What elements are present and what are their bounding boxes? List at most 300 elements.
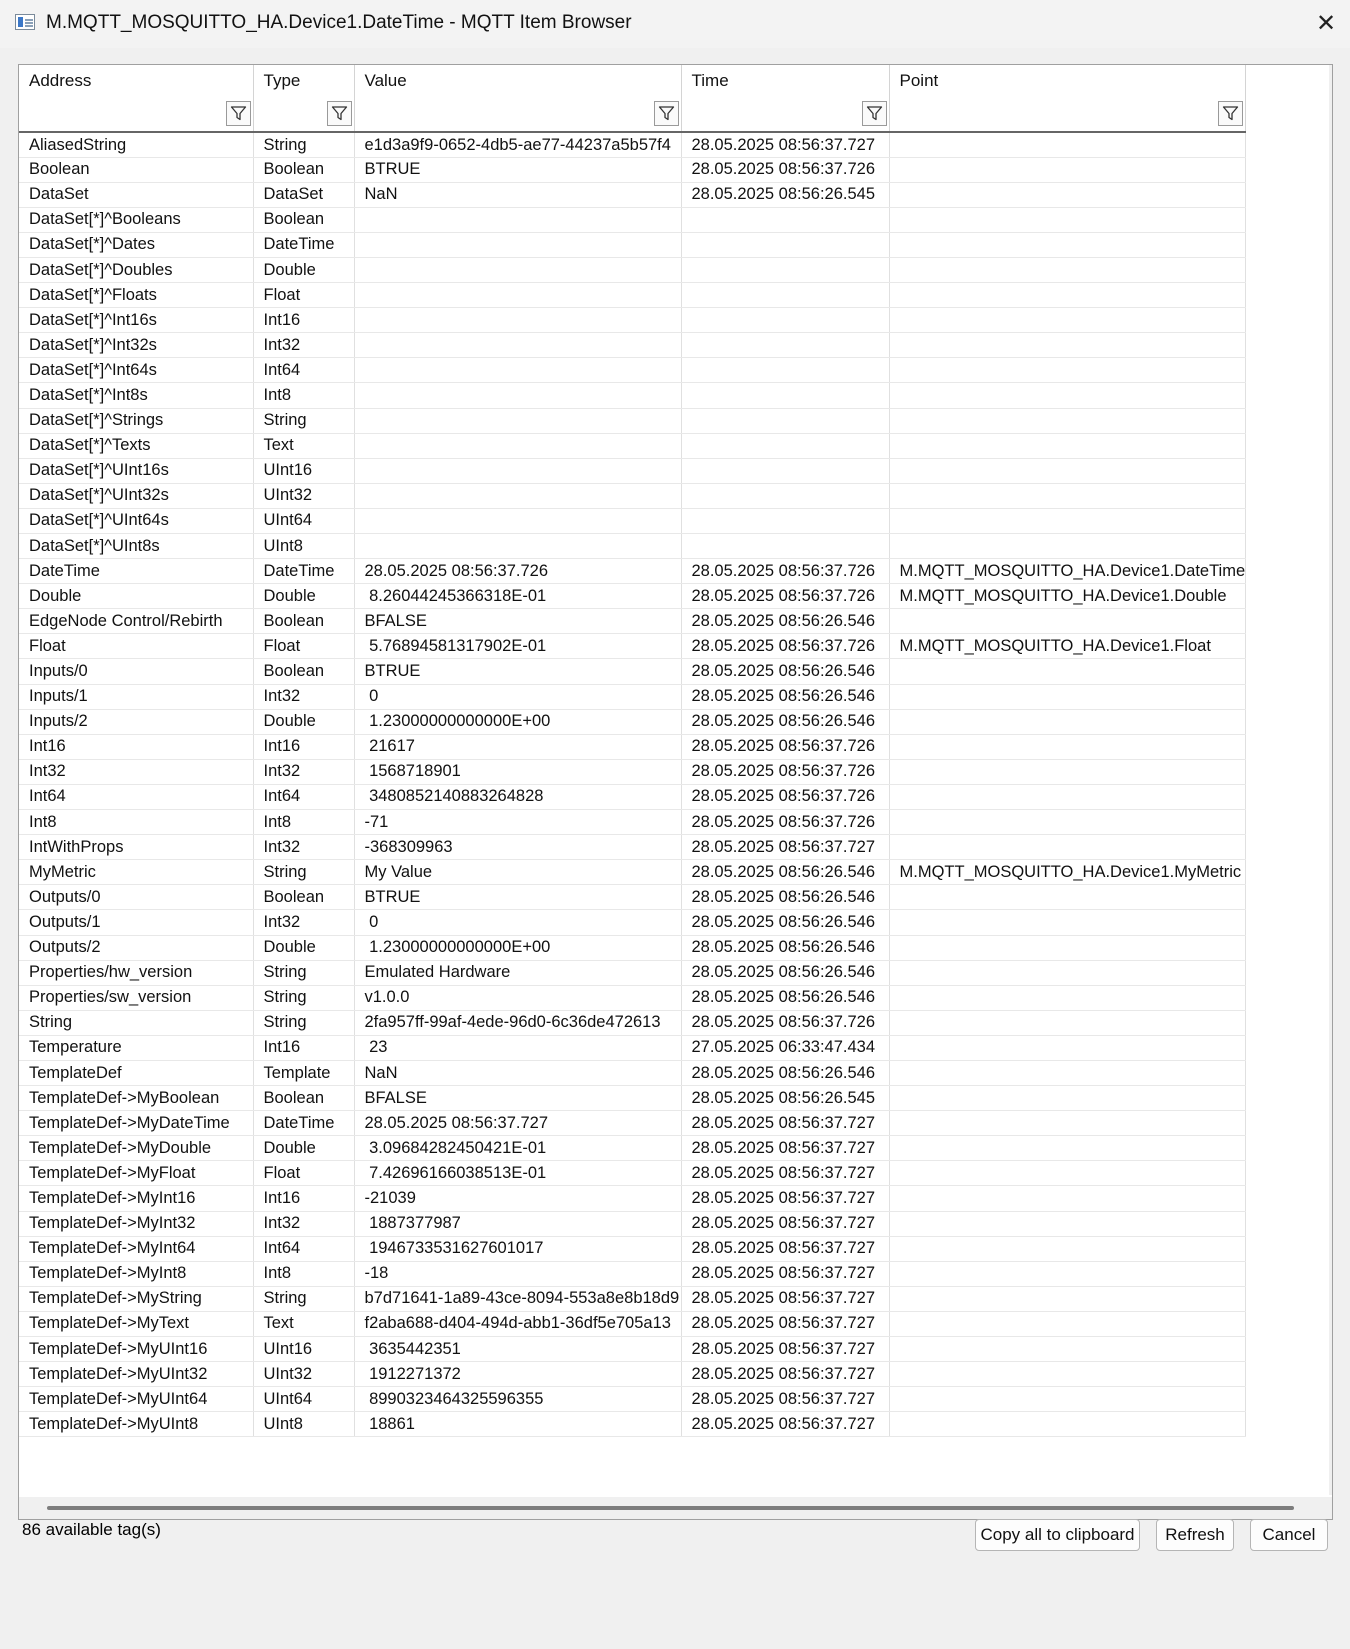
- cell-point: [889, 132, 1246, 157]
- cell-type: Double: [253, 1136, 354, 1161]
- cell-value: b7d71641-1a89-43ce-8094-553a8e8b18d9: [354, 1286, 681, 1311]
- cell-value: Emulated Hardware: [354, 960, 681, 985]
- cell-time: 28.05.2025 08:56:26.546: [681, 684, 889, 709]
- column-header-value[interactable]: [354, 65, 681, 132]
- cell-time: 28.05.2025 08:56:37.727: [681, 1362, 889, 1387]
- table-row[interactable]: [19, 1111, 1246, 1136]
- cell-address: Outputs/2: [19, 935, 253, 960]
- cell-point: [889, 534, 1246, 559]
- cell-type: DateTime: [253, 232, 354, 257]
- table-row[interactable]: [19, 885, 1246, 910]
- cell-value: 28.05.2025 08:56:37.726: [354, 559, 681, 584]
- table-row[interactable]: [19, 157, 1246, 182]
- table-row[interactable]: [19, 1186, 1246, 1211]
- table-row[interactable]: [19, 684, 1246, 709]
- cell-value: 3.09684282450421E-01: [354, 1136, 681, 1161]
- cell-point: [889, 182, 1246, 207]
- cell-type: Boolean: [253, 1086, 354, 1111]
- cell-type: Double: [253, 709, 354, 734]
- cell-time: 28.05.2025 08:56:26.545: [681, 1086, 889, 1111]
- cell-address: DateTime: [19, 559, 253, 584]
- cell-value: BFALSE: [354, 1086, 681, 1111]
- cell-value: 1912271372: [354, 1362, 681, 1387]
- cell-point: [889, 1136, 1246, 1161]
- cell-type: Int8: [253, 810, 354, 835]
- table-row[interactable]: [19, 935, 1246, 960]
- cell-value: 1.23000000000000E+00: [354, 709, 681, 734]
- cell-address: TemplateDef->MyUInt32: [19, 1362, 253, 1387]
- filter-icon[interactable]: [1218, 101, 1243, 126]
- cell-type: UInt16: [253, 458, 354, 483]
- cell-point: [889, 1261, 1246, 1286]
- cell-address: DataSet[*]^Int32s: [19, 333, 253, 358]
- table-row[interactable]: [19, 383, 1246, 408]
- close-icon[interactable]: ✕: [1315, 10, 1337, 37]
- cell-address: String: [19, 1010, 253, 1035]
- cell-time: [681, 333, 889, 358]
- table-row[interactable]: [19, 1412, 1246, 1437]
- cell-value: 1887377987: [354, 1211, 681, 1236]
- cell-time: [681, 433, 889, 458]
- cell-value: [354, 358, 681, 383]
- cell-point: [889, 1186, 1246, 1211]
- table-row[interactable]: [19, 333, 1246, 358]
- table-row[interactable]: [19, 232, 1246, 257]
- table-row[interactable]: [19, 458, 1246, 483]
- cell-value: NaN: [354, 182, 681, 207]
- column-header-label: Type: [263, 71, 301, 90]
- cell-time: 28.05.2025 08:56:37.727: [681, 1337, 889, 1362]
- app-window-icon: [15, 14, 35, 30]
- cell-value: 28.05.2025 08:56:37.727: [354, 1111, 681, 1136]
- cell-type: Boolean: [253, 207, 354, 232]
- items-grid: [18, 64, 1333, 1520]
- cell-type: Template: [253, 1060, 354, 1085]
- cell-address: Boolean: [19, 157, 253, 182]
- cell-address: TemplateDef->MyDouble: [19, 1136, 253, 1161]
- cell-time: 28.05.2025 08:56:37.727: [681, 1387, 889, 1412]
- cell-type: UInt64: [253, 1387, 354, 1412]
- cell-address: DataSet[*]^Floats: [19, 283, 253, 308]
- cell-value: 0: [354, 684, 681, 709]
- cell-point: [889, 759, 1246, 784]
- cell-value: -368309963: [354, 835, 681, 860]
- table-row[interactable]: [19, 609, 1246, 634]
- cell-address: DataSet[*]^Booleans: [19, 207, 253, 232]
- cell-point: [889, 835, 1246, 860]
- table-row[interactable]: [19, 1311, 1246, 1336]
- cell-point: M.MQTT_MOSQUITTO_HA.Device1.Float: [889, 634, 1246, 659]
- cell-type: Int32: [253, 333, 354, 358]
- table-row[interactable]: [19, 1010, 1246, 1035]
- cell-point: [889, 1035, 1246, 1060]
- cell-point: [889, 985, 1246, 1010]
- cell-time: 28.05.2025 08:56:37.727: [681, 1286, 889, 1311]
- table-row[interactable]: [19, 308, 1246, 333]
- filter-icon[interactable]: [862, 101, 887, 126]
- cell-time: 28.05.2025 08:56:37.727: [681, 1311, 889, 1336]
- cell-type: UInt8: [253, 534, 354, 559]
- cell-address: TemplateDef->MyText: [19, 1311, 253, 1336]
- cell-time: 28.05.2025 08:56:26.546: [681, 985, 889, 1010]
- table-row[interactable]: [19, 1136, 1246, 1161]
- cell-type: DateTime: [253, 1111, 354, 1136]
- cell-type: Int16: [253, 308, 354, 333]
- cell-type: Int64: [253, 1236, 354, 1261]
- table-row[interactable]: [19, 810, 1246, 835]
- cell-address: Inputs/1: [19, 684, 253, 709]
- cell-time: 28.05.2025 08:56:37.727: [681, 1211, 889, 1236]
- column-header-point[interactable]: [889, 65, 1246, 132]
- cell-value: e1d3a9f9-0652-4db5-ae77-44237a5b57f4: [354, 132, 681, 157]
- table-row[interactable]: [19, 659, 1246, 684]
- cell-address: DataSet[*]^Doubles: [19, 257, 253, 282]
- cell-address: EdgeNode Control/Rebirth: [19, 609, 253, 634]
- cell-type: UInt32: [253, 483, 354, 508]
- cell-time: [681, 383, 889, 408]
- cell-type: String: [253, 985, 354, 1010]
- cell-time: [681, 508, 889, 533]
- cell-address: Int64: [19, 784, 253, 809]
- cell-type: String: [253, 132, 354, 157]
- cell-type: Int32: [253, 1211, 354, 1236]
- column-header-time[interactable]: [681, 65, 889, 132]
- cell-address: Properties/sw_version: [19, 985, 253, 1010]
- cell-point: [889, 1060, 1246, 1085]
- horizontal-scroll-thumb[interactable]: [47, 1506, 1294, 1510]
- cell-time: 28.05.2025 08:56:37.726: [681, 157, 889, 182]
- table-row[interactable]: [19, 1161, 1246, 1186]
- cell-address: Int32: [19, 759, 253, 784]
- cell-address: DataSet[*]^Strings: [19, 408, 253, 433]
- cell-point: [889, 1211, 1246, 1236]
- column-header-label: Value: [364, 71, 407, 90]
- cell-address: Properties/hw_version: [19, 960, 253, 985]
- cell-type: Float: [253, 1161, 354, 1186]
- cell-address: Int16: [19, 734, 253, 759]
- table-row[interactable]: [19, 985, 1246, 1010]
- cell-type: Int64: [253, 784, 354, 809]
- cell-type: Double: [253, 584, 354, 609]
- cell-address: IntWithProps: [19, 835, 253, 860]
- table-row[interactable]: [19, 1337, 1246, 1362]
- cell-time: [681, 232, 889, 257]
- cell-point: [889, 1161, 1246, 1186]
- cell-time: [681, 358, 889, 383]
- cell-type: UInt8: [253, 1412, 354, 1437]
- cell-point: [889, 659, 1246, 684]
- cell-point: [889, 408, 1246, 433]
- title-bar: [0, 0, 1350, 48]
- cell-point: [889, 1086, 1246, 1111]
- table-row[interactable]: [19, 433, 1246, 458]
- table-row[interactable]: [19, 835, 1246, 860]
- cell-type: Int32: [253, 684, 354, 709]
- cell-value: [354, 508, 681, 533]
- table-row[interactable]: [19, 483, 1246, 508]
- vertical-scrollbar[interactable]: [1329, 65, 1333, 1495]
- cell-address: TemplateDef->MyString: [19, 1286, 253, 1311]
- cell-time: 28.05.2025 08:56:37.726: [681, 584, 889, 609]
- cell-time: 28.05.2025 08:56:37.727: [681, 1261, 889, 1286]
- cell-point: [889, 333, 1246, 358]
- cell-time: [681, 534, 889, 559]
- cell-point: [889, 709, 1246, 734]
- table-row[interactable]: [19, 759, 1246, 784]
- cell-type: Double: [253, 257, 354, 282]
- cell-point: [889, 1362, 1246, 1387]
- cell-value: 0: [354, 910, 681, 935]
- cell-point: M.MQTT_MOSQUITTO_HA.Device1.Double: [889, 584, 1246, 609]
- cell-address: Outputs/1: [19, 910, 253, 935]
- cell-value: BFALSE: [354, 609, 681, 634]
- cell-time: [681, 483, 889, 508]
- cell-address: Temperature: [19, 1035, 253, 1060]
- cell-value: 8990323464325596355: [354, 1387, 681, 1412]
- cell-address: TemplateDef->MyInt32: [19, 1211, 253, 1236]
- cell-type: String: [253, 408, 354, 433]
- cell-type: Boolean: [253, 157, 354, 182]
- cell-address: DataSet[*]^Int8s: [19, 383, 253, 408]
- cell-value: -18: [354, 1261, 681, 1286]
- items-table: [19, 65, 1246, 1437]
- cell-value: 1946733531627601017: [354, 1236, 681, 1261]
- cell-value: 7.42696166038513E-01: [354, 1161, 681, 1186]
- cell-point: [889, 508, 1246, 533]
- cell-value: [354, 283, 681, 308]
- cell-time: [681, 257, 889, 282]
- cell-time: 28.05.2025 08:56:37.726: [681, 559, 889, 584]
- cell-time: 28.05.2025 08:56:26.546: [681, 960, 889, 985]
- table-row[interactable]: [19, 910, 1246, 935]
- cell-type: Int32: [253, 835, 354, 860]
- cell-type: Int8: [253, 383, 354, 408]
- cell-address: TemplateDef: [19, 1060, 253, 1085]
- cell-address: TemplateDef->MyUInt64: [19, 1387, 253, 1412]
- cell-value: My Value: [354, 860, 681, 885]
- horizontal-scrollbar[interactable]: [19, 1497, 1332, 1519]
- table-row[interactable]: [19, 559, 1246, 584]
- cell-address: DataSet[*]^UInt64s: [19, 508, 253, 533]
- cell-time: 28.05.2025 08:56:26.545: [681, 182, 889, 207]
- tag-count-status: 86 available tag(s): [22, 1520, 161, 1539]
- column-header-label: Time: [691, 71, 729, 90]
- cell-point: [889, 1387, 1246, 1412]
- table-row[interactable]: [19, 960, 1246, 985]
- cell-point: [889, 609, 1246, 634]
- cell-point: [889, 458, 1246, 483]
- cell-point: M.MQTT_MOSQUITTO_HA.Device1.MyMetric: [889, 860, 1246, 885]
- cell-value: [354, 232, 681, 257]
- table-row[interactable]: [19, 709, 1246, 734]
- cell-value: [354, 383, 681, 408]
- cell-address: DataSet[*]^UInt8s: [19, 534, 253, 559]
- table-row[interactable]: [19, 1387, 1246, 1412]
- cell-type: Float: [253, 634, 354, 659]
- cell-time: 28.05.2025 08:56:37.727: [681, 1236, 889, 1261]
- cell-type: Int8: [253, 1261, 354, 1286]
- column-header-label: Point: [899, 71, 939, 90]
- cell-type: Text: [253, 1311, 354, 1336]
- cell-address: DataSet[*]^Dates: [19, 232, 253, 257]
- cell-time: 28.05.2025 08:56:37.727: [681, 1136, 889, 1161]
- column-header-type[interactable]: [253, 65, 354, 132]
- cell-value: [354, 483, 681, 508]
- cell-type: Boolean: [253, 885, 354, 910]
- table-row[interactable]: [19, 1236, 1246, 1261]
- cell-value: -71: [354, 810, 681, 835]
- cell-point: [889, 684, 1246, 709]
- cell-time: [681, 283, 889, 308]
- cell-value: 2fa957ff-99af-4ede-96d0-6c36de472613: [354, 1010, 681, 1035]
- cell-type: Text: [253, 433, 354, 458]
- cell-time: 28.05.2025 08:56:37.726: [681, 634, 889, 659]
- cell-type: String: [253, 960, 354, 985]
- cell-address: TemplateDef->MyInt64: [19, 1236, 253, 1261]
- table-row[interactable]: [19, 860, 1246, 885]
- table-row[interactable]: [19, 1261, 1246, 1286]
- cell-value: 23: [354, 1035, 681, 1060]
- table-row[interactable]: [19, 132, 1246, 157]
- cell-value: [354, 207, 681, 232]
- cell-address: TemplateDef->MyUInt16: [19, 1337, 253, 1362]
- cell-time: 28.05.2025 08:56:37.726: [681, 810, 889, 835]
- cell-value: 18861: [354, 1412, 681, 1437]
- cell-value: BTRUE: [354, 659, 681, 684]
- table-row[interactable]: [19, 1060, 1246, 1085]
- cell-point: [889, 1412, 1246, 1437]
- table-row[interactable]: [19, 1362, 1246, 1387]
- cell-value: 5.76894581317902E-01: [354, 634, 681, 659]
- cell-point: [889, 1236, 1246, 1261]
- cell-time: 28.05.2025 08:56:26.546: [681, 935, 889, 960]
- column-header-address[interactable]: [19, 65, 253, 132]
- cell-value: f2aba688-d404-494d-abb1-36df5e705a13: [354, 1311, 681, 1336]
- table-row[interactable]: [19, 408, 1246, 433]
- cell-type: DataSet: [253, 182, 354, 207]
- cell-point: [889, 885, 1246, 910]
- table-row[interactable]: [19, 257, 1246, 282]
- cell-value: [354, 257, 681, 282]
- cell-value: BTRUE: [354, 885, 681, 910]
- cell-time: 28.05.2025 08:56:26.546: [681, 885, 889, 910]
- table-row[interactable]: [19, 283, 1246, 308]
- cell-value: 3480852140883264828: [354, 784, 681, 809]
- cell-type: Int16: [253, 1035, 354, 1060]
- cell-time: 28.05.2025 08:56:37.727: [681, 835, 889, 860]
- cell-point: [889, 232, 1246, 257]
- cell-type: UInt64: [253, 508, 354, 533]
- cell-value: 8.26044245366318E-01: [354, 584, 681, 609]
- cell-address: TemplateDef->MyInt8: [19, 1261, 253, 1286]
- table-row[interactable]: [19, 534, 1246, 559]
- cell-point: [889, 283, 1246, 308]
- table-row[interactable]: [19, 508, 1246, 533]
- column-header-label: Address: [29, 71, 92, 90]
- cell-type: Int16: [253, 1186, 354, 1211]
- filter-icon[interactable]: [654, 101, 679, 126]
- cell-address: TemplateDef->MyFloat: [19, 1161, 253, 1186]
- cell-value: [354, 308, 681, 333]
- table-row[interactable]: [19, 207, 1246, 232]
- window-title: M.MQTT_MOSQUITTO_HA.Device1.DateTime - MQTT Item Browser: [46, 12, 632, 33]
- cell-time: 28.05.2025 08:56:26.546: [681, 910, 889, 935]
- cell-address: DataSet: [19, 182, 253, 207]
- table-header-row: [19, 65, 1246, 132]
- cell-type: Float: [253, 283, 354, 308]
- cell-point: [889, 810, 1246, 835]
- cell-address: TemplateDef->MyDateTime: [19, 1111, 253, 1136]
- table-row[interactable]: [19, 1035, 1246, 1060]
- cell-address: Float: [19, 634, 253, 659]
- cancel-button[interactable]: Cancel: [1250, 1519, 1328, 1551]
- cell-address: DataSet[*]^Int64s: [19, 358, 253, 383]
- cell-type: String: [253, 1286, 354, 1311]
- cell-address: DataSet[*]^Int16s: [19, 308, 253, 333]
- table-row[interactable]: [19, 182, 1246, 207]
- table-row[interactable]: [19, 734, 1246, 759]
- cell-type: Int16: [253, 734, 354, 759]
- cell-value: v1.0.0: [354, 985, 681, 1010]
- cell-value: BTRUE: [354, 157, 681, 182]
- cell-point: [889, 1337, 1246, 1362]
- cell-time: 28.05.2025 08:56:37.727: [681, 1111, 889, 1136]
- cell-point: [889, 483, 1246, 508]
- table-row[interactable]: [19, 584, 1246, 609]
- cell-time: 28.05.2025 08:56:37.727: [681, 1161, 889, 1186]
- cell-time: [681, 408, 889, 433]
- table-row[interactable]: [19, 1086, 1246, 1111]
- cell-value: [354, 534, 681, 559]
- cell-time: 28.05.2025 08:56:26.546: [681, 860, 889, 885]
- copy-all-to-clipboard-button[interactable]: Copy all to clipboard: [975, 1519, 1140, 1551]
- cell-address: DataSet[*]^UInt16s: [19, 458, 253, 483]
- cell-point: [889, 257, 1246, 282]
- cell-point: [889, 383, 1246, 408]
- table-row[interactable]: [19, 1286, 1246, 1311]
- cell-time: 28.05.2025 08:56:37.726: [681, 734, 889, 759]
- cell-address: Inputs/2: [19, 709, 253, 734]
- cell-point: [889, 157, 1246, 182]
- cell-value: 1.23000000000000E+00: [354, 935, 681, 960]
- cell-type: DateTime: [253, 559, 354, 584]
- cell-point: [889, 910, 1246, 935]
- cell-time: 28.05.2025 08:56:26.546: [681, 1060, 889, 1085]
- filter-icon[interactable]: [226, 101, 251, 126]
- cell-point: [889, 784, 1246, 809]
- refresh-button[interactable]: Refresh: [1156, 1519, 1234, 1551]
- cell-type: Double: [253, 935, 354, 960]
- cell-type: Int64: [253, 358, 354, 383]
- cell-value: [354, 333, 681, 358]
- filter-icon[interactable]: [327, 101, 352, 126]
- table-row[interactable]: [19, 1211, 1246, 1236]
- cell-type: String: [253, 860, 354, 885]
- table-row[interactable]: [19, 634, 1246, 659]
- cell-address: DataSet[*]^UInt32s: [19, 483, 253, 508]
- cell-type: String: [253, 1010, 354, 1035]
- table-row[interactable]: [19, 358, 1246, 383]
- cell-time: [681, 308, 889, 333]
- cell-address: Int8: [19, 810, 253, 835]
- cell-point: [889, 433, 1246, 458]
- cell-time: 28.05.2025 08:56:26.546: [681, 609, 889, 634]
- cell-value: NaN: [354, 1060, 681, 1085]
- cell-value: -21039: [354, 1186, 681, 1211]
- table-row[interactable]: [19, 784, 1246, 809]
- cell-point: [889, 734, 1246, 759]
- cell-point: [889, 960, 1246, 985]
